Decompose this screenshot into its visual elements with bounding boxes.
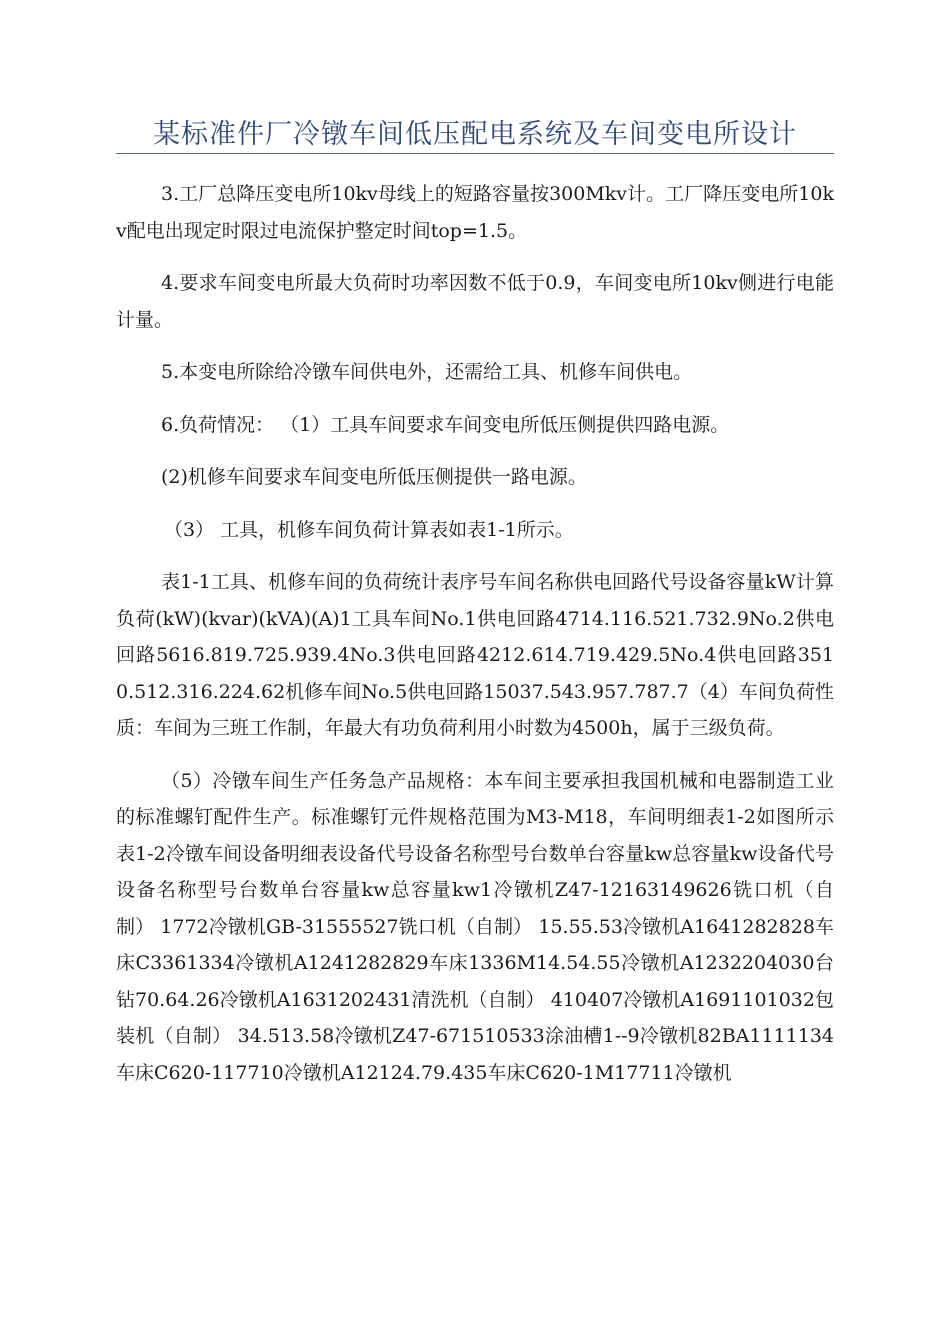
paragraph-load-condition: 6.负荷情况： （1）工具车间要求车间变电所低压侧提供四路电源。 [161,413,730,436]
paragraph-load-table-ref: （3） 工具，机修车间负荷计算表如表1-1所示。 [164,518,574,541]
document-title: 某标准件厂冷镦车间低压配电系统及车间变电所设计 [153,119,797,150]
paragraph-supply-scope: 5.本变电所除给冷镦车间供电外，还需给工具、机修车间供电。 [161,361,693,383]
paragraph-repair-shop-supply: (2)机修车间要求车间变电所低压侧提供一路电源。 [161,466,587,488]
paragraph-power-factor: 4.要求车间变电所最大负荷时功率因数不低于0.9，车间变电所10kv侧进行电能计量。 [116,272,834,331]
document-body [116,176,834,1107]
paragraph-table-1-1: 表1-1工具、机修车间的负荷统计表序号车间名称供电回路代号设备容量kW计算负荷(kW)(kvar)(kVA)(A)1工具车间No.1供电回路4714.116.521.732.9No.2供电回路5616.819.725.939.4No.3供电回路4212.614.719.429.5No.4供电回路3510.512.316.224.62机修车间No.5供电回路15037.543.957.787.7（4）车间负荷性质：车间为三班工作制，年最大有功负荷利用小时数为4500h，属于三级负荷。 [116,571,835,739]
title-underline [116,153,834,154]
paragraph-product-spec: （5）冷镦车间生产任务急产品规格：本车间主要承担我国机械和电器制造工业的标准螺钉配件生产。标准螺钉元件规格范围为M3-M18，车间明细表1-2如图所示表1-2冷镦车间设备明细表设备代号设备名称型号台数单台容量kw总容量kw设备代号设备名称型号台数单台容量kw总容量kw1冷镦机Z47-12163149626铣口机（自制） 1772冷镦机GB-31555527铣口机（自制） 15.55.53冷镦机A1641282828车床C3361334冷镦机A1241282829车床1336M14.54.55冷镦机A1232204030台钻70.64.26冷镦机A1631202431清洗机（自制） 410407冷镦机A1691101032包装机（自制） 34.513.58冷镦机Z47-671510533涂油槽1--9冷镦机82BA1111134车床C620-117710冷镦机A12124.79.435车床C620-1M17711冷镦机 [116,769,834,1084]
paragraph-short-circuit: 3.工厂总降压变电所10kv母线上的短路容量按300Mkv计。工厂降压变电所10kv配电出现定时限过电流保护整定时间top=1.5。 [116,183,834,242]
